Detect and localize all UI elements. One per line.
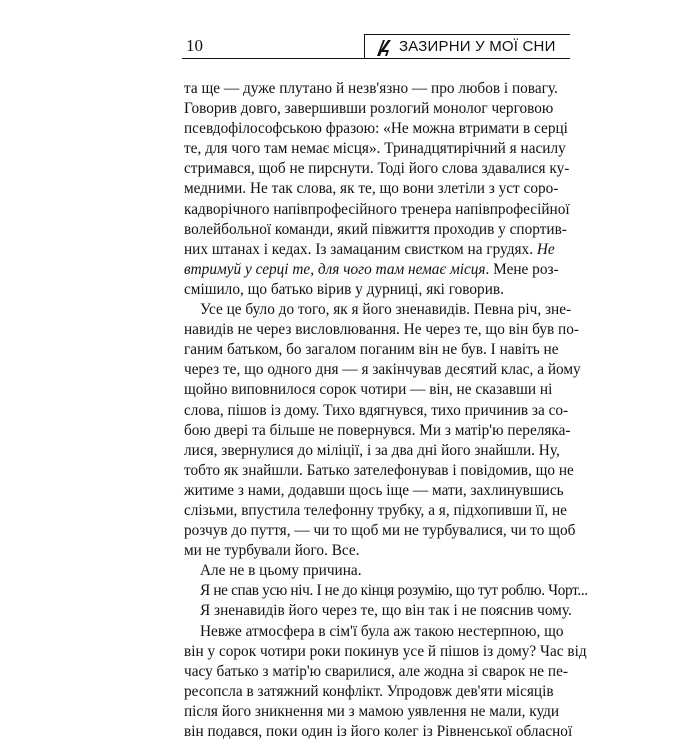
body-text bbox=[184, 79, 588, 742]
text-line: він подався, поки один із його колег із Рівненської обласної bbox=[184, 723, 573, 740]
text-line: Невже атмосфера в сім'ї була аж такою нестерпною, що bbox=[200, 622, 564, 640]
text-line: часу батько з матір'ю сварилися, але жодна зі сварок не пе- bbox=[184, 662, 568, 680]
text-line: щойно виповнилося сорок чотири — він, не сказавши ні bbox=[184, 381, 553, 399]
text-line: Усе це було до того, як я його зненавидів. Певна річ, зне- bbox=[200, 301, 572, 319]
text-line: стримався, щоб не пирснути. Тоді його слова здавалися ку- bbox=[184, 160, 570, 178]
book-title: ЗАЗИРНИ У МОЇ СНИ bbox=[399, 38, 556, 55]
header-rule bbox=[182, 58, 570, 59]
text-line: слова, пішов із дому. Тихо вдягнувся, тихо причинив за со- bbox=[184, 401, 569, 419]
text-line: ресопсла в затяжний конфлікт. Упродовж дев'яти місяців bbox=[184, 682, 554, 700]
italic-quote: Не bbox=[536, 240, 555, 258]
text-line: ми не турбували його. Все. bbox=[184, 542, 360, 560]
text-line: він у сорок чотири роки покинув усе й пішов із дому? Час від bbox=[184, 642, 587, 660]
text-line: Говорив довго, завершивши розлогий монолог черговою bbox=[184, 100, 554, 118]
text-line: слізьми, впустила телефонну трубку, а я, підхопивши її, не bbox=[184, 501, 567, 519]
italic-quote: втримуй у серці те, для чого там немає місця bbox=[184, 260, 486, 278]
text-line: смішило, що батько вірив у дурниці, які говорив. bbox=[184, 280, 504, 298]
text-line: розчув до пуття, — чи то щоб ми не турбувалися, чи то щоб bbox=[184, 522, 576, 540]
text-line: лися, звернулися до міліції, і за два дні його знайшли. Ну, bbox=[184, 441, 560, 459]
text-line: втримуй у серці те, для чого там немає місця. Мене роз- bbox=[184, 260, 559, 278]
text-line: них штанах і кедах. Із замацаним свистком на грудях. Не bbox=[184, 240, 555, 258]
text-line: житиме з нами, додавши щось іще — мати, захлинувшись bbox=[184, 481, 564, 499]
text-line: кадворічного напівпрофесійного тренера напівпрофесійної bbox=[184, 200, 570, 218]
text-line: та ще — дуже плутано й незв'язно — про любов і повагу. bbox=[184, 80, 558, 97]
text-line: навидів не через висловлювання. Не через те, що він був по- bbox=[184, 321, 579, 339]
text-line: Але не в цьому причина. bbox=[200, 562, 362, 580]
text-line: після його зникнення ми з мамою уявлення не мали, куди bbox=[184, 702, 560, 720]
page-number: 10 bbox=[186, 36, 203, 55]
text-line: через те, що одного дня — я закінчував десятий клас, а йому bbox=[184, 361, 581, 379]
text-line: бою двері та більше не повернувся. Ми з матір'ю переляка- bbox=[184, 421, 571, 439]
text-line: медними. Не так слова, як те, що вони злетіли з уст соро- bbox=[184, 180, 559, 198]
text-line: Я зненавидів його через те, що він так і не пояснив чому. bbox=[200, 602, 572, 620]
text-line: ганим батьком, бо загалом поганим він не був. І навіть не bbox=[184, 341, 559, 359]
text-line: псевдофілософською фразою: «Не можна втримати в серці bbox=[184, 120, 568, 138]
text-line: те, для чого там немає місця». Тринадцятирічний я насилу bbox=[184, 140, 566, 158]
text-line: волейбольної команди, який півжиття проходив у спортив- bbox=[184, 220, 567, 238]
text-line: Я не спав усю ніч. І не до кінця розумію, що тут роблю. Чорт... bbox=[200, 582, 588, 600]
book-logo-icon bbox=[374, 38, 394, 58]
text-line: тобто як знайшли. Батько зателефонував і повідомив, що не bbox=[184, 461, 574, 479]
